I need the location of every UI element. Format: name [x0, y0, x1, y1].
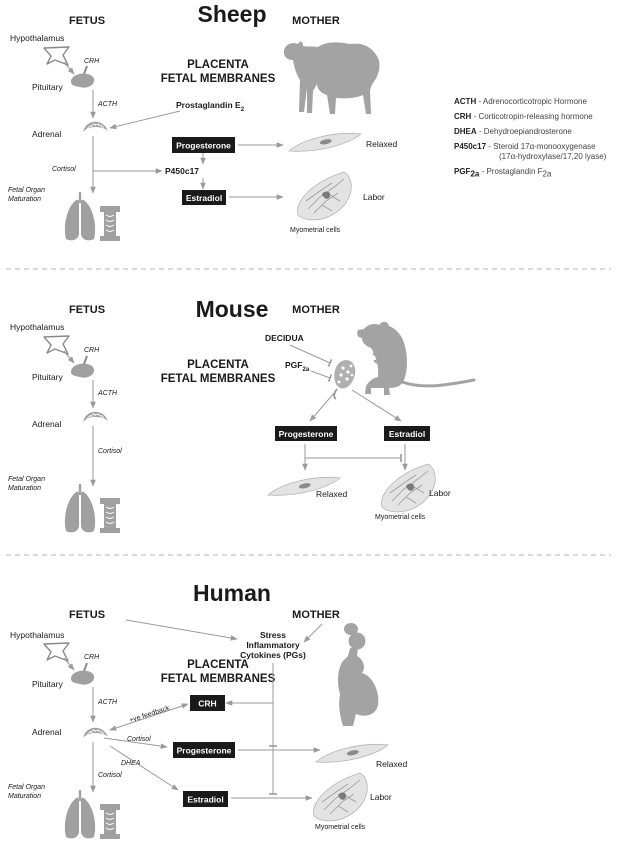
lungs-intestine-icon: [65, 790, 120, 839]
mouse-cortisol-label: Cortisol: [98, 448, 122, 455]
human-membranes-label: FETAL MEMBRANES: [160, 673, 276, 685]
adrenal-icon: [83, 728, 108, 738]
mouse-myometrial-label: Myometrial cells: [375, 514, 426, 521]
lungs-intestine-icon: [65, 484, 120, 533]
mouse-relaxed-label: Relaxed: [316, 489, 348, 499]
sheep-title: Sheep: [197, 1, 267, 27]
sheep-hypothalamus-label: Hypothalamus: [10, 33, 65, 43]
corpus-luteum-icon: [334, 360, 355, 399]
hypothalamus-icon: [44, 336, 69, 354]
sheep-panel: [8, 1, 397, 241]
mouse-acth-label: ACTH: [98, 390, 118, 397]
adrenal-icon: [83, 412, 108, 422]
pituitary-icon: [71, 663, 94, 685]
human-placenta-label: PLACENTA: [187, 659, 249, 671]
hypothalamus-icon: [44, 643, 69, 661]
human-relaxed-label: Relaxed: [376, 759, 408, 769]
human-cortisol-side-label: Cortisol: [127, 736, 151, 743]
mouse-progesterone-label: Progesterone: [278, 429, 334, 439]
pregnant-woman-icon: [338, 623, 378, 726]
mouse-estradiol-label: Estradiol: [388, 429, 426, 439]
sheep-membranes-label: FETAL MEMBRANES: [160, 73, 276, 85]
mouse-tail: [402, 380, 474, 386]
mouse-panel: [8, 296, 474, 533]
mouse-membranes-label: FETAL MEMBRANES: [160, 373, 276, 385]
sheep-fetus-header: FETUS: [68, 15, 106, 27]
legend-p450c17-detail: (17α-hydroxylase/17,20 lyase): [499, 152, 607, 161]
human-cortisol-label: Cortisol: [98, 772, 122, 779]
pituitary-icon: [71, 66, 94, 88]
p450c17-label: P450c17: [165, 166, 200, 176]
mouse-title: Mouse: [195, 296, 269, 322]
sheep-crh-label: CRH: [84, 58, 100, 65]
positive-feedback-label: +ve feedback: [128, 704, 171, 725]
sheep-organ-label-1: Fetal Organ: [8, 187, 45, 194]
mouse-organ-label-1: Fetal Organ: [8, 476, 45, 483]
sheep-myometrial-label: Myometrial cells: [290, 227, 341, 234]
human-crh-label: CRH: [84, 654, 100, 661]
legend-crh: CRH - Corticotropin-releasing hormone: [454, 112, 593, 121]
mouse-placenta-label: PLACENTA: [187, 359, 249, 371]
inflammatory-label: Inflammatory: [246, 640, 300, 650]
human-panel: [8, 580, 407, 839]
mouse-adrenal-label: Adrenal: [32, 419, 62, 429]
human-progesterone-label: Progesterone: [176, 745, 232, 756]
sheep-cortisol-label: Cortisol: [52, 166, 76, 173]
human-acth-label: ACTH: [98, 699, 118, 706]
human-labor-label: Labor: [370, 792, 392, 802]
sheep-icon: [284, 42, 380, 114]
sheep-pituitary-label: Pituitary: [32, 82, 63, 92]
decidua-label: DECIDUA: [265, 333, 304, 343]
human-organ-label-1: Fetal Organ: [8, 784, 45, 791]
human-pituitary-label: Pituitary: [32, 679, 63, 689]
labor-cell-icon: [297, 172, 351, 220]
lungs-intestine-icon: [65, 192, 120, 241]
sheep-organ-label-2: Maturation: [8, 196, 42, 203]
sheep-acth-label: ACTH: [98, 101, 118, 108]
labor-cell-icon: [313, 773, 367, 821]
stress-label: Stress: [260, 630, 286, 640]
mouse-labor-label: Labor: [429, 488, 451, 498]
sheep-estradiol-label: Estradiol: [185, 193, 223, 203]
legend-dhea: DHEA - Dehydroepiandrosterone: [454, 127, 572, 136]
sheep-progesterone-label: Progesterone: [176, 140, 231, 151]
mouse-fetus-header: FETUS: [68, 304, 106, 316]
prostaglandin-e2-label: Prostaglandin $E_2$: [176, 100, 245, 113]
mouse-hypothalamus-label: Hypothalamus: [10, 322, 65, 332]
human-estradiol-label: Estradiol: [187, 794, 224, 805]
labor-cell-icon: [381, 464, 435, 512]
legend-acth: ACTH - Adrenocorticotropic Hormone: [454, 97, 587, 106]
sheep-adrenal-label: Adrenal: [32, 129, 62, 139]
cytokines-label: Cytokines (PGs): [240, 650, 306, 660]
relaxed-cell-icon: [289, 133, 361, 151]
human-myometrial-label: Myometrial cells: [315, 824, 366, 831]
mouse-organ-label-2: Maturation: [8, 485, 42, 492]
abbreviation-legend: [454, 97, 607, 179]
human-organ-label-2: Maturation: [8, 793, 42, 800]
sheep-mother-header: MOTHER: [292, 15, 340, 27]
pituitary-icon: [71, 356, 94, 378]
human-title: Human: [193, 580, 271, 606]
sheep-relaxed-label: Relaxed: [366, 139, 398, 149]
mouse-mother-header: MOTHER: [292, 304, 340, 316]
legend-p450c17: P450c17 - Steroid 17α-monooxygenase: [454, 142, 596, 151]
pgf2a-label: $PGF_{2a}$: [285, 360, 310, 373]
human-fetus-header: FETUS: [68, 609, 106, 621]
sheep-placenta-label: PLACENTA: [187, 59, 249, 71]
human-mother-header: MOTHER: [292, 609, 340, 621]
crh-box-label: CRH: [198, 698, 217, 709]
mouse-pituitary-label: Pituitary: [32, 372, 63, 382]
mouse-crh-label: CRH: [84, 347, 100, 354]
dhea-label: DHEA: [121, 760, 141, 767]
human-adrenal-label: Adrenal: [32, 727, 62, 737]
adrenal-icon: [83, 122, 108, 132]
legend-pgf2a: PGF2a - Prostaglandin F2a: [454, 167, 552, 179]
sheep-labor-label: Labor: [363, 192, 385, 202]
hypothalamus-icon: [44, 47, 69, 65]
human-hypothalamus-label: Hypothalamus: [10, 630, 65, 640]
